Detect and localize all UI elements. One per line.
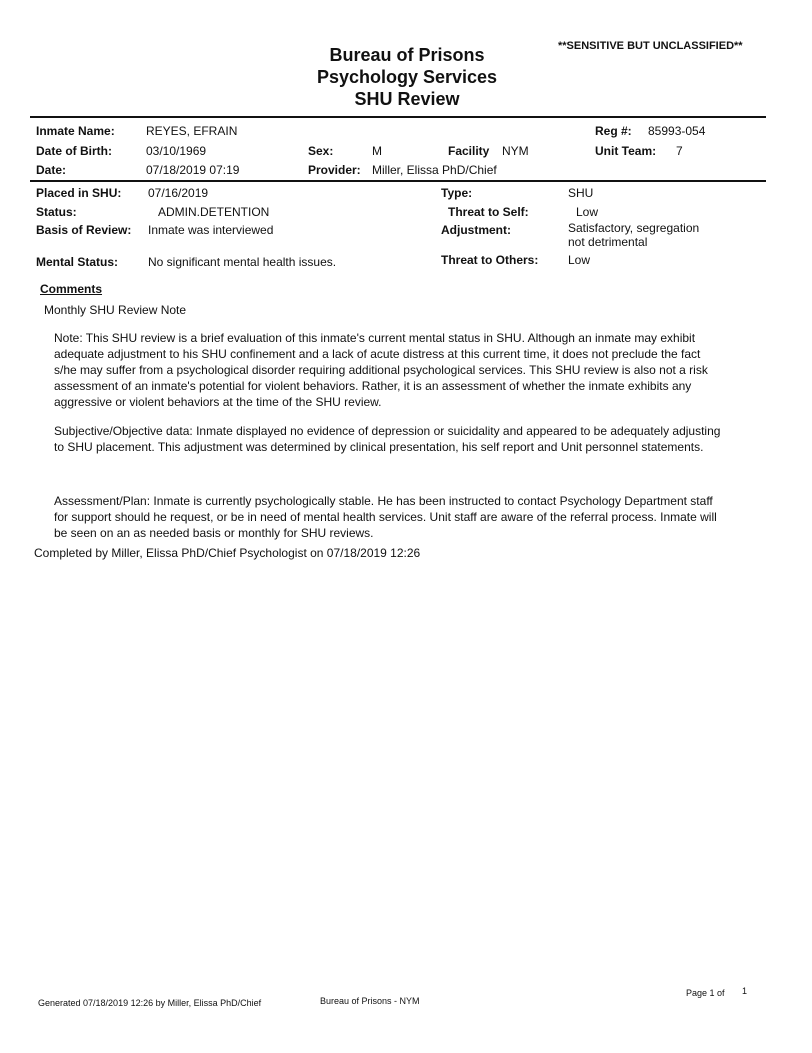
placed-value: 07/16/2019 bbox=[148, 186, 209, 200]
placed-label: Placed in SHU: bbox=[36, 186, 122, 200]
disclaimer-paragraph: Note: This SHU review is a brief evaluation of this inmate's current mental status in SHU. Although an inmate may exhibit adequate adjustment to his SHU confinement and a lack of acute distress at this current time, it does not preclude the fact s/he may suffer from a psychological disorder requiring additional psychological services. This SHU review is also not a risk assessment of an inmate's potential for violent behaviors. Rather, it is an assessment of whether the inmate exhibits any aggressive or violent behaviors at the time of the SHU review. bbox=[54, 331, 708, 409]
footer-page-label: Page 1 of bbox=[686, 988, 725, 998]
header-divider-top bbox=[30, 116, 766, 118]
footer-bureau: Bureau of Prisons - NYM bbox=[320, 996, 420, 1006]
title-agency: Bureau of Prisons bbox=[329, 45, 485, 65]
title-department: Psychology Services bbox=[316, 67, 498, 87]
type-value: SHU bbox=[568, 186, 594, 200]
title-report-type: SHU Review bbox=[354, 89, 460, 109]
mental-status-value: No significant mental health issues. bbox=[148, 255, 337, 269]
inmate-name-value: REYES, EFRAIN bbox=[146, 124, 238, 138]
note-title: Monthly SHU Review Note bbox=[44, 303, 187, 317]
adjustment-label: Adjustment: bbox=[441, 223, 511, 237]
unit-team-label: Unit Team: bbox=[595, 144, 657, 158]
provider-value: Miller, Elissa PhD/Chief bbox=[372, 163, 497, 177]
dob-value: 03/10/1969 bbox=[146, 144, 207, 158]
completed-by-line: Completed by Miller, Elissa PhD/Chief Psychologist on 07/18/2019 12:26 bbox=[34, 546, 421, 560]
header-divider-bottom bbox=[30, 180, 766, 182]
footer-generated: Generated 07/18/2019 12:26 by Miller, Elissa PhD/Chief bbox=[38, 998, 262, 1008]
sex-value: M bbox=[372, 144, 382, 158]
threat-others-value: Low bbox=[568, 253, 591, 267]
inmate-name-label: Inmate Name: bbox=[36, 124, 115, 138]
basis-value: Inmate was interviewed bbox=[148, 223, 274, 237]
mental-status-label: Mental Status: bbox=[36, 255, 119, 269]
comments-heading: Comments bbox=[40, 282, 103, 296]
unit-team-value: 7 bbox=[676, 144, 683, 158]
assessment-plan-paragraph: Assessment/Plan: Inmate is currently psychologically stable. He has been instructed to contact Psychology Department staff for support should he request, or be in need of mental health services. Unit staff are aware of the referral process. Inmate will be seen on an as needed basis or monthly for SHU reviews. bbox=[54, 494, 717, 540]
facility-value: NYM bbox=[502, 144, 529, 158]
reg-label: Reg #: bbox=[595, 124, 632, 138]
adjustment-value-line2: not detrimental bbox=[568, 235, 648, 249]
dob-label: Date of Birth: bbox=[36, 144, 112, 158]
sex-label: Sex: bbox=[308, 144, 334, 158]
reg-value: 85993-054 bbox=[648, 124, 706, 138]
threat-self-value: Low bbox=[576, 205, 599, 219]
type-label: Type: bbox=[441, 186, 473, 200]
date-value: 07/18/2019 07:19 bbox=[146, 163, 240, 177]
document-title bbox=[0, 44, 812, 110]
subjective-objective-paragraph: Subjective/Objective data: Inmate displayed no evidence of depression or suicidality and appeared to be adequately adjusting to SHU placement. This adjustment was determined by clinical presentation, his self report and Unit personnel statements. bbox=[54, 424, 721, 454]
adjustment-value-line1: Satisfactory, segregation bbox=[568, 221, 700, 235]
status-label: Status: bbox=[36, 205, 77, 219]
basis-label: Basis of Review: bbox=[36, 223, 132, 237]
footer-page-total: 1 bbox=[742, 986, 748, 996]
status-value: ADMIN.DETENTION bbox=[158, 205, 270, 219]
threat-others-label: Threat to Others: bbox=[441, 253, 539, 267]
provider-label: Provider: bbox=[308, 163, 361, 177]
classification-marking: **SENSITIVE BUT UNCLASSIFIED** bbox=[558, 40, 743, 52]
threat-self-label: Threat to Self: bbox=[448, 205, 529, 219]
facility-label: Facility bbox=[448, 144, 490, 158]
date-label: Date: bbox=[36, 163, 67, 177]
